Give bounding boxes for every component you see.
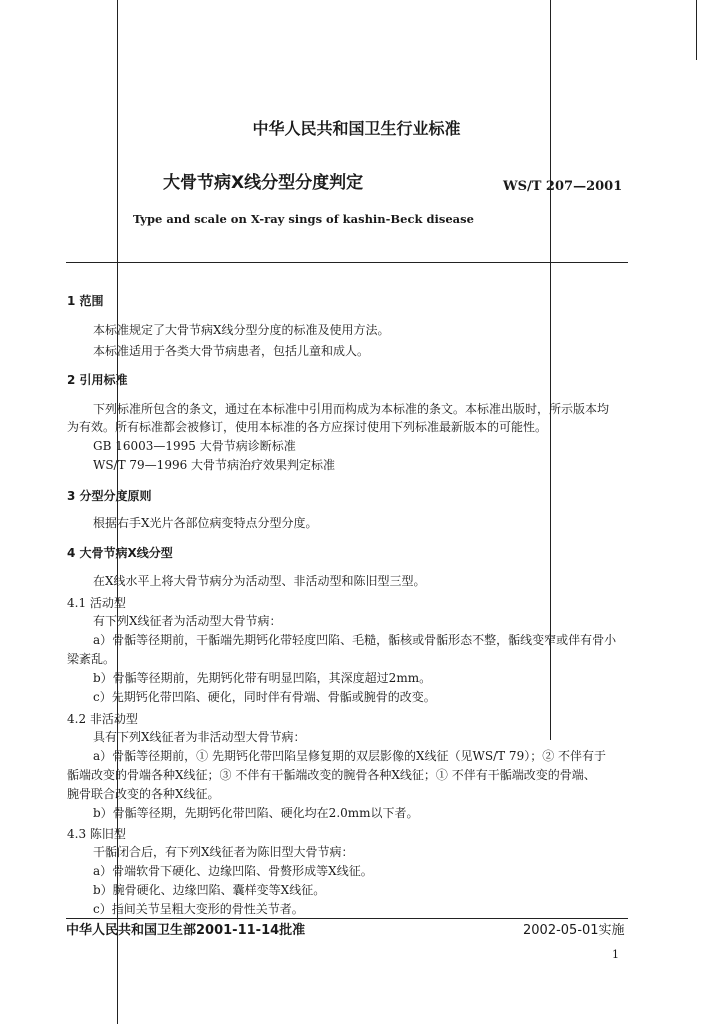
approval-date: 中华人民共和国卫生部2001-11-14批准	[66, 923, 306, 938]
s41-heading: 4.1 活动型	[67, 596, 126, 610]
s41-item-c: c）先期钙化带凹陷、硬化，同时伴有骨端、骨骺或腕骨的改变。	[93, 690, 436, 704]
s43-para: 干骺闭合后，有下列X线征者为陈旧型大骨节病：	[93, 845, 354, 859]
s41-para: 有下列X线征者为活动型大骨节病：	[93, 614, 282, 628]
s43-item-b: b）腕骨硬化、边缘凹陷、囊样变等X线征。	[93, 883, 326, 897]
scan-line-far-right	[696, 0, 697, 60]
s42-para: 具有下列X线征者为非活动型大骨节病：	[93, 730, 306, 744]
scan-line-right	[550, 0, 551, 740]
standard-number: WS/T 207—2001	[503, 179, 623, 194]
section-3-heading: 3 分型分度原则	[67, 489, 152, 503]
s43-item-c: c）指间关节呈粗大变形的骨性关节者。	[93, 902, 304, 916]
s42-item-a-line2: 骺端改变的骨端各种X线征；③ 不伴有干骺端改变的腕骨各种X线征；① 不伴有干骺端改变的骨端、	[67, 768, 596, 782]
s41-item-a-line1: a）骨骺等径期前，干骺端先期钙化带轻度凹陷、毛糙，骺核或骨骺形态不整，骺线变窄或伴有骨小	[93, 633, 617, 647]
s1-para-1: 本标准规定了大骨节病X线分型分度的标准及使用方法。	[93, 323, 390, 337]
s2-ref-1: GB 16003—1995 大骨节病诊断标准	[93, 439, 296, 453]
s42-heading: 4.2 非活动型	[67, 712, 138, 726]
s3-para-1: 根据右手X光片各部位病变特点分型分度。	[93, 516, 318, 530]
english-subtitle: Type and scale on X-ray sings of kashin-Beck disease	[133, 212, 474, 226]
implementation-date: 2002-05-01实施	[523, 923, 625, 938]
s41-item-a-line2: 梁紊乱。	[67, 652, 116, 666]
s2-para-2: 为有效。所有标准都会被修订，使用本标准的各方应探讨使用下列标准最新版本的可能性。	[67, 420, 548, 434]
s4-para-1: 在X线水平上将大骨节病分为活动型、非活动型和陈旧型三型。	[93, 574, 426, 588]
s41-item-b: b）骨骺等径期前，先期钙化带有明显凹陷，其深度超过2mm。	[93, 671, 432, 685]
document-header: 中华人民共和国卫生行业标准	[252, 119, 461, 138]
bottom-rule	[66, 918, 628, 919]
s42-item-b: b）骨骺等径期，先期钙化带凹陷、硬化均在2.0mm以下者。	[93, 806, 419, 820]
s43-item-a: a）骨端软骨下硬化、边缘凹陷、骨赘形成等X线征。	[93, 864, 373, 878]
section-4-heading: 4 大骨节病X线分型	[67, 546, 173, 560]
s1-para-2: 本标准适用于各类大骨节病患者，包括儿童和成人。	[93, 344, 370, 358]
s43-heading: 4.3 陈旧型	[67, 827, 126, 841]
top-rule	[66, 262, 628, 263]
s2-ref-2: WS/T 79—1996 大骨节病治疗效果判定标准	[93, 458, 336, 472]
s2-para-1: 下列标准所包含的条文，通过在本标准中引用而构成为本标准的条文。本标准出版时，所示版本均	[93, 402, 610, 416]
page-number: 1	[612, 948, 619, 961]
s42-item-a-line3: 腕骨联合改变的各种X线征。	[67, 787, 220, 801]
section-1-heading: 1 范围	[67, 294, 104, 308]
document-title: 大骨节病X线分型分度判定	[163, 173, 364, 193]
section-2-heading: 2 引用标准	[67, 373, 128, 387]
s42-item-a-line1: a）骨骺等径期前，① 先期钙化带凹陷呈修复期的双层影像的X线征（见WS/T 79）；② 不伴有于	[93, 749, 607, 763]
